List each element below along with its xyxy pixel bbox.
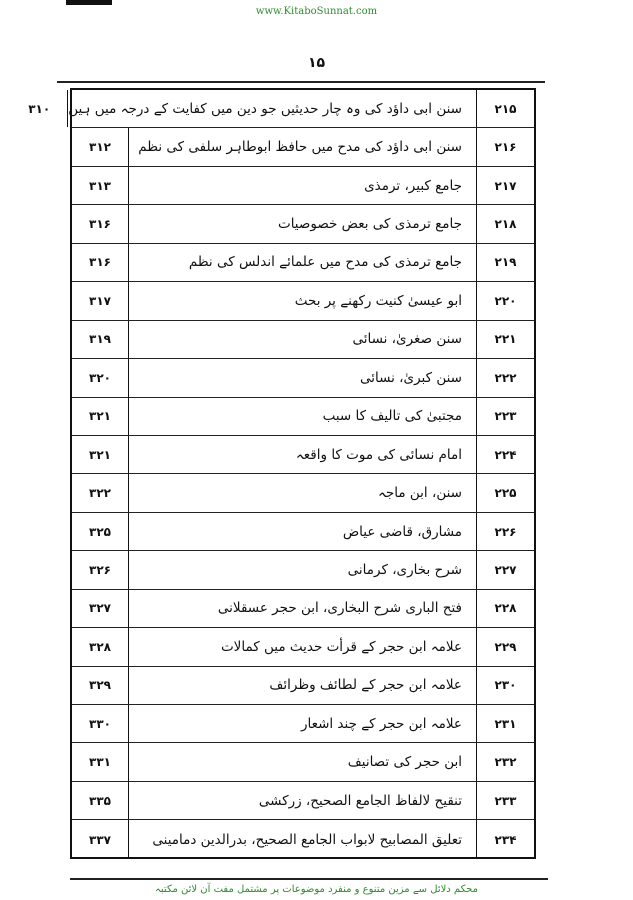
toc-serial-number: ۲۲۴	[476, 436, 534, 473]
toc-entry-title: علامہ ابن حجر کے لطائف وظرائف	[128, 667, 476, 704]
toc-entry-title: تنقیح لالفاظ الجامع الصحیح، زرکشی	[128, 782, 476, 819]
toc-serial-number: ۲۳۰	[476, 667, 534, 704]
toc-page-number: ۳۳۷	[89, 832, 111, 847]
toc-row	[72, 128, 534, 166]
toc-entry-title: سنن، ابن ماجہ	[128, 474, 476, 511]
toc-entry-title: امام نسائی کی موت کا واقعہ	[128, 436, 476, 473]
toc-serial-number: ۲۲۵	[476, 474, 534, 511]
toc-table	[28, 88, 536, 859]
toc-entry-title: شرح بخاری، کرمانی	[128, 551, 476, 588]
top-rule	[57, 81, 545, 83]
toc-row	[72, 551, 534, 589]
toc-serial-number: ۲۱۹	[476, 244, 534, 281]
toc-row	[28, 90, 534, 128]
page-number: ۱۵	[307, 55, 326, 71]
toc-page-number: ۳۲۷	[89, 601, 111, 616]
toc-row	[72, 474, 534, 512]
toc-row	[72, 667, 534, 705]
toc-serial-number: ۲۳۴	[476, 820, 534, 858]
toc-entry-title: ابو عیسیٰ کنیت رکھنے پر بحث	[128, 282, 476, 319]
toc-row	[72, 282, 534, 320]
toc-serial-number: ۲۲۲	[476, 359, 534, 396]
toc-serial-number: ۲۱۵	[476, 90, 534, 127]
toc-serial-number: ۲۱۸	[476, 205, 534, 242]
toc-entry-title: سنن ابی داؤد کی وہ چار حدیثیں جو دین میں کفایت کے درجہ میں ہیں	[67, 90, 476, 127]
toc-row	[72, 820, 534, 858]
toc-entry-title: سنن ابی داؤد کی مدح میں حافظ ابوطاہر سلفی کی نظم	[128, 128, 476, 165]
toc-row	[72, 513, 534, 551]
toc-row	[72, 398, 534, 436]
toc-page-number: ۳۲۹	[89, 678, 111, 693]
toc-page-number: ۳۱۶	[89, 217, 111, 232]
toc-entry-title: سنن صغریٰ، نسائی	[128, 321, 476, 358]
toc-entry-title: جامع ترمذی کی بعض خصوصیات	[128, 205, 476, 242]
toc-page-number: ۳۱۶	[89, 255, 111, 270]
toc-serial-number: ۲۳۲	[476, 743, 534, 780]
toc-page-number: ۳۲۸	[89, 639, 111, 654]
toc-serial-number: ۲۲۸	[476, 590, 534, 627]
toc-serial-number: ۲۲۰	[476, 282, 534, 319]
header-url: www.KitaboSunnat.com	[255, 6, 378, 17]
toc-page-number: ۳۲۲	[89, 486, 111, 501]
toc-entry-title: مجتبیٰ کی تالیف کا سبب	[128, 398, 476, 435]
toc-entry-title: سنن کبریٰ، نسائی	[128, 359, 476, 396]
toc-page-number: ۳۱۰	[28, 101, 51, 116]
toc-row	[72, 743, 534, 781]
toc-entry-title: جامع ترمذی کی مدح میں علمائے اندلس کی نظم	[128, 244, 476, 281]
toc-row	[72, 628, 534, 666]
toc-row	[72, 167, 534, 205]
toc-serial-number: ۲۱۶	[476, 128, 534, 165]
toc-serial-number: ۲۳۳	[476, 782, 534, 819]
toc-row	[72, 590, 534, 628]
toc-entry-title: فتح الباری شرح البخاری، ابن حجر عسقلانی	[128, 590, 476, 627]
toc-page-number: ۳۲۰	[89, 370, 111, 385]
toc-row	[72, 321, 534, 359]
toc-row	[72, 205, 534, 243]
toc-row	[72, 782, 534, 820]
toc-page-number: ۳۲۱	[89, 409, 111, 424]
toc-serial-number: ۲۲۳	[476, 398, 534, 435]
toc-row	[72, 436, 534, 474]
toc-page-number: ۳۱۹	[89, 332, 111, 347]
toc-serial-number: ۲۲۱	[476, 321, 534, 358]
toc-entry-title: علامہ ابن حجر کے قرأت حدیث میں کمالات	[128, 628, 476, 665]
toc-page-number: ۳۱۳	[89, 178, 111, 193]
toc-serial-number: ۲۲۶	[476, 513, 534, 550]
toc-serial-number: ۲۱۷	[476, 167, 534, 204]
toc-page-number: ۳۱۷	[89, 293, 111, 308]
toc-page-number: ۳۲۵	[89, 524, 111, 539]
footer-text: محکم دلائل سے مزین متنوع و منفرد موضوعات پر مشتمل مفت آن لائن مکتبہ	[155, 884, 478, 895]
toc-page-number: ۳۳۰	[89, 716, 111, 731]
toc-page-number: ۳۲۶	[89, 562, 111, 577]
toc-entry-title: علامہ ابن حجر کے چند اشعار	[128, 705, 476, 742]
toc-serial-number: ۲۲۷	[476, 551, 534, 588]
corner-mark	[66, 0, 112, 5]
toc-page-number: ۳۲۱	[89, 447, 111, 462]
toc-entry-title: جامع کبیر، ترمذی	[128, 167, 476, 204]
toc-entry-title: تعلیق المصابیح لابواب الجامع الصحیح، بدرالدین دمامینی	[128, 820, 476, 858]
toc-entry-title: مشارق، قاضی عیاض	[128, 513, 476, 550]
bottom-rule	[70, 878, 548, 880]
toc-serial-number: ۲۲۹	[476, 628, 534, 665]
toc-page-number: ۳۱۲	[89, 140, 111, 155]
toc-page-number: ۳۳۵	[89, 793, 111, 808]
toc-page-number: ۳۳۱	[89, 755, 111, 770]
toc-row	[72, 359, 534, 397]
toc-entry-title: ابن حجر کی تصانیف	[128, 743, 476, 780]
toc-row	[72, 705, 534, 743]
toc-serial-number: ۲۳۱	[476, 705, 534, 742]
toc-row	[72, 244, 534, 282]
